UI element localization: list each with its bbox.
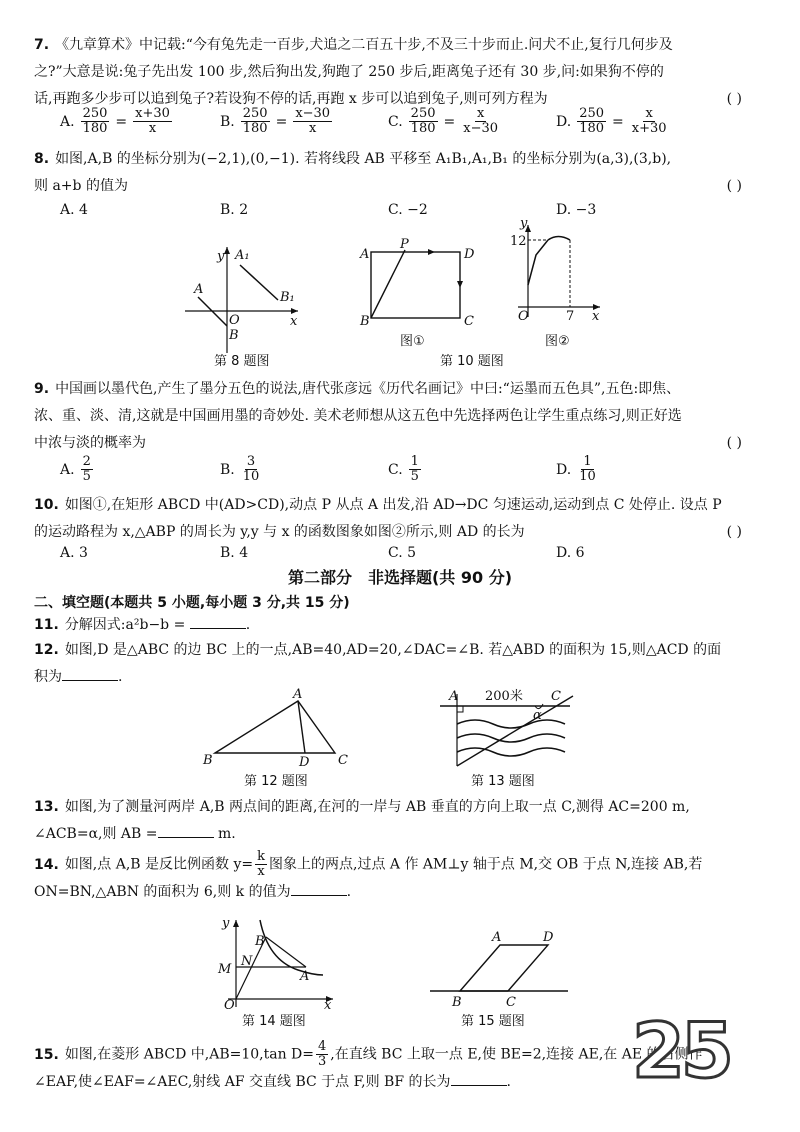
question-12: 12. 如图,D 是△ABC 的边 BC 上的一点,AB=40,AD=20,∠DAC=∠B. 若△ABD 的面积为 15,则△ACD 的面 积为 . [34, 642, 722, 685]
option-b: B. $\frac{3}{10}$ [220, 454, 260, 484]
point-label: D [543, 930, 554, 945]
angle-label: α [533, 708, 542, 723]
axis-label-x: x [290, 314, 298, 329]
option-a: A. $\frac{250}{180}$ = $\frac{x+30}{x}$ [60, 106, 170, 136]
question-text: 中国画以墨代色,产生了墨分五色的说法,唐代张彦远《历代名画记》中曰:“运墨而五色具”,五色:即焦、 [55, 381, 681, 397]
option-b: B. 2 [220, 202, 249, 218]
option-d: D. $\frac{250}{180}$ = $\frac{x}{x+30}$ [556, 106, 667, 136]
point-label: B [229, 328, 239, 343]
fig15-caption: 第 15 题图 [461, 1014, 525, 1029]
figure-13 [440, 688, 573, 766]
question-13: 13. 如图,为了测量河两岸 A,B 两点间的距离,在河的一岸与 AB 垂直的方向上取一点 C,测得 AC=200 m, ∠ACB=α,则 AB = m. [34, 799, 690, 842]
option-d: D. $\frac{1}{10}$ [556, 454, 596, 484]
fig8-caption: 第 8 题图 [214, 354, 270, 369]
origin-label: O [229, 313, 240, 328]
point-label: B₁ [280, 290, 295, 305]
question-7 [34, 32, 768, 113]
axis-label-y: y [520, 216, 528, 231]
figure-15 [430, 930, 568, 1010]
tick-label: 12 [510, 234, 527, 249]
question-number: 8. [34, 151, 50, 167]
origin-label: O [224, 998, 235, 1013]
question-14: 14. 如图,点 A,B 是反比例函数 y= $\frac{k}{x}$ 图象上的两点,过点 A 作 AM⊥y 轴于点 M,交 OB 于点 N,连接 AB,若 ON=BN,△ABN 的面积为 6,则 k 的值为 . [34, 849, 703, 900]
question-9 [34, 376, 768, 457]
answer-paren: ( ) [726, 524, 742, 540]
question-text: 《九章算术》中记载:“今有兔先走一百步,犬追之二百五十步,不及三十步而止.问犬不止,复行几何步及 [55, 37, 673, 53]
point-label: B [255, 934, 265, 949]
q9-options [60, 455, 780, 489]
question-text: 如图,为了测量河两岸 A,B 两点间的距离,在河的一岸与 AB 垂直的方向上取一点 C,测得 AC=200 m, [64, 799, 690, 815]
point-label: A₁ [235, 248, 250, 263]
answer-blank[interactable] [451, 1071, 507, 1086]
question-text: 积为 [34, 669, 62, 685]
point-label: C [464, 314, 474, 329]
distance-label: 200米 [485, 689, 523, 704]
fig13-caption: 第 13 题图 [471, 774, 535, 789]
question-text: ∠ACB=α,则 AB = [34, 826, 158, 842]
section-subtitle: 二、填空题(本题共 5 小题,每小题 3 分,共 15 分) [34, 595, 350, 611]
answer-paren: ( ) [726, 91, 742, 107]
point-label: B [360, 314, 370, 329]
point-label: A [194, 282, 204, 297]
question-number: 10. [34, 497, 59, 513]
question-number: 7. [34, 37, 50, 53]
question-text: ON=BN,△ABN 的面积为 6,则 k 的值为 [34, 884, 291, 900]
axis-label-y: y [222, 916, 230, 931]
point-label: C [551, 689, 561, 704]
fig10-1-label: 图① [400, 334, 425, 349]
question-text: 之?”大意是说:兔子先出发 100 步,然后狗出发,狗跑了 250 步后,距离兔子还有 30 步,问:如果狗不停的 [34, 64, 664, 80]
point-label: D [299, 755, 310, 770]
option-d: D. −3 [556, 202, 597, 218]
question-10 [34, 492, 768, 546]
axis-label-x: x [324, 998, 332, 1013]
point-label: D [464, 247, 475, 262]
part-2-title: 第二部分 非选择题(共 90 分) [287, 568, 513, 587]
option-a: A. 3 [60, 545, 88, 561]
answer-blank[interactable] [190, 614, 246, 629]
question-number: 9. [34, 381, 50, 397]
question-text: 如图,点 A,B 是反比例函数 y= [64, 856, 254, 873]
figure-14 [217, 916, 333, 1013]
axis-label-x: x [592, 309, 600, 324]
figure-row-3 [208, 915, 568, 1013]
point-label: A [360, 247, 370, 262]
option-c: C. $\frac{250}{180}$ = $\frac{x}{x-30}$ [388, 106, 499, 136]
question-text: 如图,A,B 的坐标分别为(−2,1),(0,−1). 若将线段 AB 平移至 A₁B₁,A₁,B₁ 的坐标分别为(a,3),(3,b), [55, 151, 672, 167]
figure-12 [202, 687, 348, 770]
option-d: D. 6 [556, 545, 585, 561]
question-number: 15. [34, 1046, 59, 1063]
point-label: B [203, 753, 213, 768]
figure-10-1 [359, 237, 475, 329]
figure-8 [185, 247, 298, 353]
fig12-caption: 第 12 题图 [244, 774, 308, 789]
fig10-2-label: 图② [545, 334, 570, 349]
question-number: 13. [34, 799, 59, 815]
point-label: C [506, 995, 516, 1010]
point-label: A [293, 687, 303, 702]
point-label: A [492, 930, 502, 945]
question-text: ∠EAF,使∠EAF=∠AEC,射线 AF 交直线 BC 于点 F,则 BF 的长为 [34, 1074, 451, 1090]
point-label: P [400, 237, 409, 252]
answer-paren: ( ) [726, 178, 742, 194]
option-b: B. $\frac{250}{180}$ = $\frac{x-30}{x}$ [220, 106, 331, 136]
page-number: 25 [632, 1006, 730, 1095]
question-text: 浓、重、淡、清,这就是中国画用墨的奇妙处. 美术老师想从这五色中先选择两色让学生重点练习,则正好选 [34, 408, 682, 424]
point-label: B [452, 995, 462, 1010]
question-number: 11. [34, 617, 59, 633]
tick-label: 7 [566, 309, 575, 324]
q7-options [60, 107, 780, 141]
question-text: 如图①,在矩形 ABCD 中(AD>CD),动点 P 从点 A 出发,沿 AD→DC 匀速运动,运动到点 C 处停止. 设点 P [64, 497, 722, 513]
question-text: ,在直线 BC 上取一点 E,使 BE=2,连接 AE,在 AE 的右侧作 [330, 1046, 703, 1063]
question-text: 话,再跑多少步可以追到兔子?若设狗不停的话,再跑 x 步可以追到兔子,则可列方程为 [34, 91, 548, 107]
question-text: 则 a+b 的值为 [34, 178, 128, 194]
point-label: A [300, 969, 310, 984]
question-15: 15. 如图,在菱形 ABCD 中,AB=10,tan D= $\frac{4}{3}$ ,在直线 BC 上取一点 E,使 BE=2,连接 AE,在 AE 的右侧作 ∠EAF,使∠EAF=∠AEC,射线 AF 交直线 BC 于点 F,则 BF 的长为 . [34, 1039, 703, 1090]
question-text: 图象上的两点,过点 A 作 AM⊥y 轴于点 M,交 OB 于点 N,连接 AB,若 [269, 856, 703, 873]
point-label: N [241, 954, 253, 969]
option-c: C. −2 [388, 202, 428, 218]
question-text: 的运动路程为 x,△ABP 的周长为 y,y 与 x 的函数图象如图②所示,则 AD 的长为 [34, 524, 525, 540]
option-c: C. $\frac{1}{5}$ [388, 454, 419, 484]
origin-label: O [518, 309, 529, 324]
answer-blank[interactable] [158, 823, 214, 838]
point-label: C [338, 753, 348, 768]
option-a: A. $\frac{2}{5}$ [60, 454, 91, 484]
answer-paren: ( ) [726, 435, 742, 451]
fig14-caption: 第 14 题图 [242, 1014, 306, 1029]
option-a: A. 4 [60, 202, 88, 218]
question-text: 如图,在菱形 ABCD 中,AB=10,tan D= [64, 1046, 314, 1063]
fig10-caption: 第 10 题图 [440, 354, 504, 369]
answer-blank[interactable] [291, 881, 347, 896]
question-text: 如图,D 是△ABC 的边 BC 上的一点,AB=40,AD=20,∠DAC=∠B. 若△ABD 的面积为 15,则△ACD 的面 [64, 642, 722, 658]
question-number: 12. [34, 642, 59, 658]
point-label: A [449, 689, 459, 704]
question-text: 分解因式:a²b−b = [64, 617, 186, 633]
answer-blank[interactable] [62, 666, 118, 681]
question-text: 中浓与淡的概率为 [34, 435, 146, 451]
point-label: M [218, 962, 232, 977]
question-8 [34, 146, 768, 200]
question-11: 11. 分解因式:a²b−b = . [34, 612, 768, 639]
option-c: C. 5 [388, 545, 417, 561]
question-number: 14. [34, 856, 59, 873]
figure-10-2 [510, 216, 600, 324]
option-b: B. 4 [220, 545, 249, 561]
axis-label-y: y [217, 249, 225, 264]
